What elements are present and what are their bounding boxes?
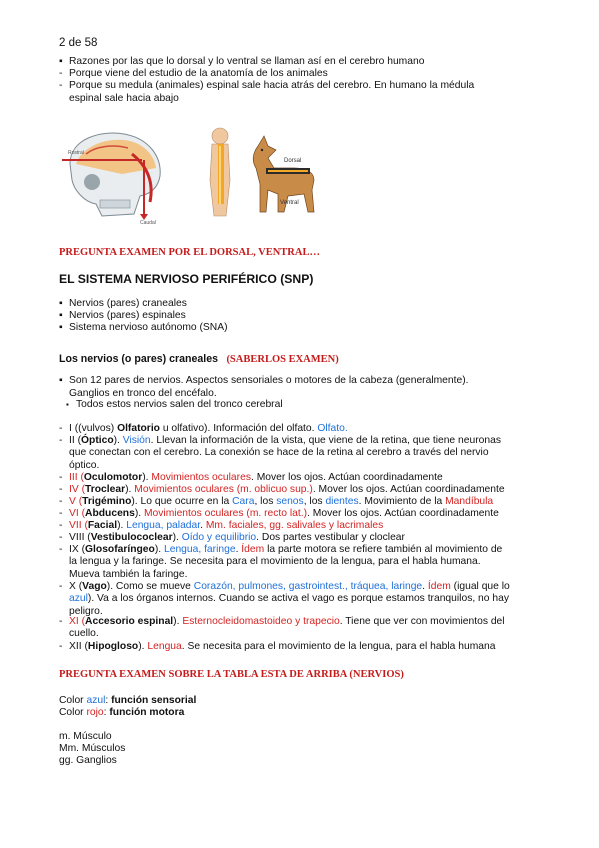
nerve-item-ii: - II (Óptico). Visión. Llevan la información de la vista, que viene de la retina, que tiene neuronas que conectan con el cerebro. La conexión se hace de la retina al cerebro a través del nervio óptico. [59,435,501,471]
intro-bullet-1: ▪ Razones por las que lo dorsal y lo ventral se llaman así en el cerebro humano [59,56,425,67]
skull-label-rostral: Rostral [68,150,84,156]
nerve-item-v: - V (Trigémino). Lo que ocurre en la Cara, los senos, los dientes. Movimiento de la Mandíbula [59,496,494,507]
cranial-sub-bullet: ▪ Todos estos nervios salen del tronco cerebral [66,399,283,410]
bullet-icon: ▪ [59,322,63,333]
abbrev-gg: gg. Ganglios [59,755,117,766]
nerve-item-iv: - IV (Troclear). Movimientos oculares (m. oblicuo sup.). Mover los ojos. Actúan coordinadamente [59,484,505,495]
nerve-item-viii: - VIII (Vestibulococlear). Oído y equilibrio. Dos partes vestibular y cloclear [59,532,405,543]
exam-note-dorsal-ventral: PREGUNTA EXAMEN POR EL DORSAL, VENTRAL… [59,247,320,258]
snp-item: ▪ Nervios (pares) craneales [59,298,187,309]
dash-icon: - [59,68,63,79]
snp-item: ▪ Nervios (pares) espinales [59,310,186,321]
legend-motor: Color rojo: función motora [59,707,185,718]
bullet-icon: ▪ [59,56,63,67]
cranial-title-tag: (SABERLOS EXAMEN) [226,354,339,365]
legend-sensory: Color azul: función sensorial [59,695,197,706]
bullet-icon: ▪ [59,310,63,321]
page-number: 2 de 58 [59,37,98,49]
dog-label-ventral: Ventral [280,200,299,206]
nerve-item-vii: - VII (Facial). Lengua, paladar. Mm. faciales, gg. salivales y lacrimales [59,520,384,531]
dog-illustration [253,136,314,212]
skull-illustration [62,133,160,224]
abbrev-mm: Mm. Músculos [59,743,126,754]
intro-bullet-2: - Porque viene del estudio de la anatomía de los animales [59,68,328,79]
bullet-icon: ▪ [59,375,63,386]
exam-note-nerves-table: PREGUNTA EXAMEN SOBRE LA TABLA ESTA DE ARRIBA (NERVIOS) [59,669,404,680]
cranial-intro: ▪ Son 12 pares de nervios. Aspectos sensoriales o motores de la cabeza (generalmente). Ganglios en tronco del encéfalo. [59,375,469,399]
intro-bullet-3: - Porque su medula (animales) espinal sale hacia atrás del cerebro. En humano la médula espinal sale hacia abajo [59,80,475,104]
section-title-snp: EL SISTEMA NERVIOSO PERIFÉRICO (SNP) [59,272,314,286]
nerve-item-vi: - VI (Abducens). Movimientos oculares (m. recto lat.). Mover los ojos. Actúan coordinadamente [59,508,499,519]
dash-icon: - [59,80,63,91]
cranial-title: Los nervios (o pares) craneales [59,353,218,365]
nerve-item-xii: - XII (Hipogloso). Lengua. Se necesita para el movimiento de la lengua, para el habla humana [59,641,496,652]
abbrev-m: m. Músculo [59,731,112,742]
nerve-item-ix: - IX (Glosofaríngeo). Lengua, faringe. Ídem la parte motora se refiere también al movimiento de la lengua y la faringe. Se necesita para el movimiento de la lengua, para el habla humana. Mueva también la faringe. [59,544,503,580]
nerve-item-i: - I ((vulvos) Olfatorio u olfativo). Información del olfato. Olfato. [59,423,348,434]
dog-label-dorsal: Dorsal [284,158,302,164]
human-silhouette [210,128,230,216]
cranial-heading [59,349,339,367]
nerve-item-xi: - XI (Accesorio espinal). Esternocleidomastoideo y trapecio. Tiene que ver con movimientos del cuello. [59,616,505,640]
dorsal-ventral-figure [62,124,322,224]
nerve-item-x: - X (Vago). Como se mueve Corazón, pulmones, gastrointest., tráquea, laringe. Ídem (igual que lo azul). Va a los órganos internos. Cuando se activa el vago es porque estamos tranquilos, no hay peligro. [59,581,510,617]
nerve-item-iii: - III (Oculomotor). Movimientos oculares. Mover los ojos. Actúan coordinadamente [59,472,443,483]
sub-bullet-icon: ▪ [66,400,69,409]
bullet-icon: ▪ [59,298,63,309]
skull-label-caudal: Caudal [140,220,156,224]
snp-item: ▪ Sistema nervioso autónomo (SNA) [59,322,228,333]
